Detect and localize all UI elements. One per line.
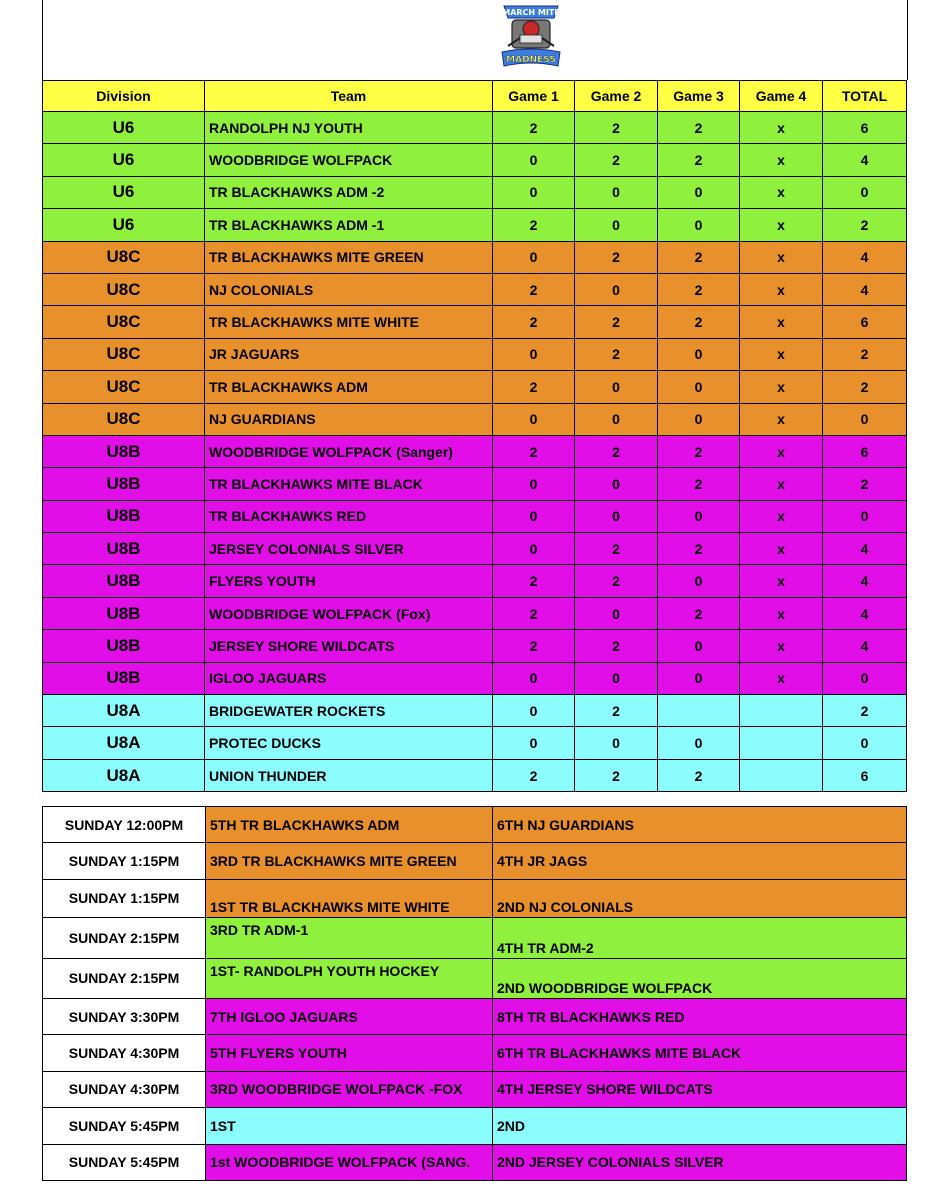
- total-cell: 2: [823, 468, 907, 500]
- division-cell: U8A: [43, 695, 205, 727]
- team-cell: JR JAGUARS: [205, 338, 493, 370]
- team-cell: PROTEC DUCKS: [205, 727, 493, 759]
- game1-cell: 2: [493, 759, 575, 791]
- home-team: 7TH IGLOO JAGUARS: [206, 998, 493, 1034]
- team-cell: BRIDGEWATER ROCKETS: [205, 695, 493, 727]
- division-cell: U8B: [43, 533, 205, 565]
- total-cell: 4: [823, 144, 907, 176]
- game2-cell: 2: [575, 306, 658, 338]
- team-cell: TR BLACKHAWKS RED: [205, 500, 493, 532]
- game4-cell: x: [740, 241, 823, 273]
- away-team: 6TH NJ GUARDIANS: [493, 807, 907, 843]
- home-team: 1ST: [206, 1108, 493, 1144]
- game4-cell: x: [740, 533, 823, 565]
- table-row: [43, 403, 907, 435]
- total-cell: 2: [823, 695, 907, 727]
- division-cell: U8C: [43, 403, 205, 435]
- away-team: 2ND WOODBRIDGE WOLFPACK: [493, 958, 907, 998]
- game4-cell: x: [740, 371, 823, 403]
- game3-cell: 0: [658, 727, 740, 759]
- total-cell: 0: [823, 403, 907, 435]
- game4-cell: x: [740, 306, 823, 338]
- team-cell: RANDOLPH NJ YOUTH: [205, 112, 493, 144]
- game3-cell: 2: [658, 306, 740, 338]
- total-cell: 6: [823, 112, 907, 144]
- game3-cell: 2: [658, 144, 740, 176]
- table-row: [43, 597, 907, 629]
- standings-header-row: [43, 81, 907, 112]
- division-cell: U6: [43, 144, 205, 176]
- division-cell: U8B: [43, 565, 205, 597]
- game3-cell: 0: [658, 403, 740, 435]
- table-row: [43, 273, 907, 305]
- total-cell: 6: [823, 306, 907, 338]
- table-row: [43, 371, 907, 403]
- division-cell: U8B: [43, 500, 205, 532]
- game2-cell: 0: [575, 662, 658, 694]
- total-cell: 2: [823, 338, 907, 370]
- division-cell: U8A: [43, 727, 205, 759]
- table-row: [43, 209, 907, 241]
- away-team: 2ND NJ COLONIALS: [493, 879, 907, 917]
- standings-table: [42, 80, 907, 792]
- game4-cell: x: [740, 338, 823, 370]
- home-team: 1ST TR BLACKHAWKS MITE WHITE: [206, 879, 493, 917]
- table-row: [43, 727, 907, 759]
- game2-cell: 0: [575, 403, 658, 435]
- game3-cell: 2: [658, 533, 740, 565]
- game1-cell: 2: [493, 306, 575, 338]
- game3-cell: 0: [658, 630, 740, 662]
- game3-cell: 0: [658, 565, 740, 597]
- total-cell: 4: [823, 241, 907, 273]
- division-cell: U8B: [43, 597, 205, 629]
- column-header: Game 4: [740, 81, 823, 112]
- team-cell: NJ COLONIALS: [205, 273, 493, 305]
- division-cell: U6: [43, 112, 205, 144]
- game-time: SUNDAY 1:15PM: [43, 843, 206, 879]
- division-cell: U6: [43, 176, 205, 208]
- game4-cell: x: [740, 273, 823, 305]
- game-time: SUNDAY 4:30PM: [43, 1071, 206, 1107]
- team-cell: NJ GUARDIANS: [205, 403, 493, 435]
- game2-cell: 2: [575, 241, 658, 273]
- game2-cell: 0: [575, 176, 658, 208]
- home-team: 5TH FLYERS YOUTH: [206, 1035, 493, 1071]
- logo-line2: MADNESS: [506, 55, 556, 65]
- game-time: SUNDAY 3:30PM: [43, 998, 206, 1034]
- column-header: Game 1: [493, 81, 575, 112]
- home-team: 3RD TR BLACKHAWKS MITE GREEN: [206, 843, 493, 879]
- total-cell: 4: [823, 630, 907, 662]
- game1-cell: 0: [493, 468, 575, 500]
- team-cell: WOODBRIDGE WOLFPACK: [205, 144, 493, 176]
- game4-cell: x: [740, 209, 823, 241]
- hockey-logo-icon: [498, 2, 564, 70]
- game3-cell: 2: [658, 273, 740, 305]
- team-cell: WOODBRIDGE WOLFPACK (Sanger): [205, 435, 493, 467]
- game1-cell: 2: [493, 565, 575, 597]
- away-team: 4TH JERSEY SHORE WILDCATS: [493, 1071, 907, 1107]
- table-row: [43, 435, 907, 467]
- column-header: Game 2: [575, 81, 658, 112]
- game4-cell: x: [740, 662, 823, 694]
- total-cell: 0: [823, 176, 907, 208]
- column-header: Game 3: [658, 81, 740, 112]
- division-cell: U8C: [43, 306, 205, 338]
- home-team: 3RD TR ADM-1: [206, 918, 493, 958]
- game3-cell: 2: [658, 597, 740, 629]
- total-cell: 4: [823, 565, 907, 597]
- game1-cell: 0: [493, 338, 575, 370]
- schedule-row: [43, 843, 907, 879]
- total-cell: 0: [823, 662, 907, 694]
- game4-cell: x: [740, 468, 823, 500]
- column-header: Team: [205, 81, 493, 112]
- game1-cell: 0: [493, 662, 575, 694]
- game2-cell: 2: [575, 435, 658, 467]
- schedule-row: [43, 1108, 907, 1144]
- away-team: 4TH TR ADM-2: [493, 918, 907, 958]
- team-cell: TR BLACKHAWKS ADM -1: [205, 209, 493, 241]
- game2-cell: 2: [575, 338, 658, 370]
- column-header: Division: [43, 81, 205, 112]
- team-cell: JERSEY SHORE WILDCATS: [205, 630, 493, 662]
- table-row: [43, 630, 907, 662]
- schedule-row: [43, 879, 907, 917]
- game1-cell: 0: [493, 144, 575, 176]
- table-row: [43, 500, 907, 532]
- team-cell: JERSEY COLONIALS SILVER: [205, 533, 493, 565]
- game1-cell: 2: [493, 435, 575, 467]
- away-team: 2ND JERSEY COLONIALS SILVER: [493, 1144, 907, 1180]
- table-row: [43, 241, 907, 273]
- game2-cell: 0: [575, 273, 658, 305]
- column-header: TOTAL: [823, 81, 907, 112]
- game2-cell: 2: [575, 112, 658, 144]
- game2-cell: 2: [575, 144, 658, 176]
- game4-cell: x: [740, 403, 823, 435]
- schedule-table: [42, 806, 907, 1181]
- table-row: [43, 144, 907, 176]
- game3-cell: [658, 695, 740, 727]
- division-cell: U8C: [43, 273, 205, 305]
- total-cell: 0: [823, 727, 907, 759]
- game-time: SUNDAY 2:15PM: [43, 918, 206, 958]
- game1-cell: 2: [493, 630, 575, 662]
- total-cell: 0: [823, 500, 907, 532]
- game3-cell: 0: [658, 338, 740, 370]
- game1-cell: 2: [493, 597, 575, 629]
- game1-cell: 0: [493, 695, 575, 727]
- team-cell: WOODBRIDGE WOLFPACK (Fox): [205, 597, 493, 629]
- schedule-row: [43, 918, 907, 958]
- division-cell: U8C: [43, 241, 205, 273]
- game2-cell: 2: [575, 759, 658, 791]
- game2-cell: 2: [575, 533, 658, 565]
- game-time: SUNDAY 2:15PM: [43, 958, 206, 998]
- home-team: 3RD WOODBRIDGE WOLFPACK -FOX: [206, 1071, 493, 1107]
- table-row: [43, 565, 907, 597]
- game3-cell: 2: [658, 468, 740, 500]
- game4-cell: [740, 759, 823, 791]
- total-cell: 4: [823, 533, 907, 565]
- table-row: [43, 695, 907, 727]
- schedule-row: [43, 807, 907, 843]
- game3-cell: 0: [658, 209, 740, 241]
- game4-cell: x: [740, 112, 823, 144]
- schedule-row: [43, 1144, 907, 1180]
- team-cell: TR BLACKHAWKS MITE WHITE: [205, 306, 493, 338]
- table-row: [43, 662, 907, 694]
- team-cell: TR BLACKHAWKS MITE BLACK: [205, 468, 493, 500]
- total-cell: 6: [823, 435, 907, 467]
- game-time: SUNDAY 5:45PM: [43, 1144, 206, 1180]
- division-cell: U8B: [43, 630, 205, 662]
- game1-cell: 2: [493, 112, 575, 144]
- game1-cell: 2: [493, 273, 575, 305]
- total-cell: 4: [823, 597, 907, 629]
- game4-cell: [740, 727, 823, 759]
- game2-cell: 0: [575, 727, 658, 759]
- game4-cell: x: [740, 176, 823, 208]
- division-cell: U8B: [43, 468, 205, 500]
- team-cell: UNION THUNDER: [205, 759, 493, 791]
- game-time: SUNDAY 4:30PM: [43, 1035, 206, 1071]
- game3-cell: 0: [658, 176, 740, 208]
- game4-cell: x: [740, 144, 823, 176]
- game2-cell: 0: [575, 209, 658, 241]
- schedule-row: [43, 958, 907, 998]
- away-team: 4TH JR JAGS: [493, 843, 907, 879]
- home-team: 1st WOODBRIDGE WOLFPACK (SANG.: [206, 1144, 493, 1180]
- game4-cell: x: [740, 435, 823, 467]
- division-cell: U8C: [43, 338, 205, 370]
- schedule-row: [43, 998, 907, 1034]
- table-row: [43, 338, 907, 370]
- home-team: 1ST- RANDOLPH YOUTH HOCKEY: [206, 958, 493, 998]
- game1-cell: 0: [493, 727, 575, 759]
- schedule-row: [43, 1035, 907, 1071]
- game4-cell: [740, 695, 823, 727]
- game3-cell: 0: [658, 500, 740, 532]
- game4-cell: x: [740, 565, 823, 597]
- team-cell: FLYERS YOUTH: [205, 565, 493, 597]
- game3-cell: 2: [658, 112, 740, 144]
- game3-cell: 2: [658, 241, 740, 273]
- game1-cell: 0: [493, 241, 575, 273]
- game2-cell: 0: [575, 500, 658, 532]
- total-cell: 6: [823, 759, 907, 791]
- team-cell: IGLOO JAGUARS: [205, 662, 493, 694]
- game4-cell: x: [740, 597, 823, 629]
- game3-cell: 2: [658, 435, 740, 467]
- game-time: SUNDAY 1:15PM: [43, 879, 206, 917]
- table-row: [43, 533, 907, 565]
- division-cell: U8B: [43, 435, 205, 467]
- game2-cell: 0: [575, 371, 658, 403]
- game3-cell: 0: [658, 371, 740, 403]
- game1-cell: 0: [493, 500, 575, 532]
- schedule-row: [43, 1071, 907, 1107]
- total-cell: 2: [823, 209, 907, 241]
- division-cell: U8C: [43, 371, 205, 403]
- away-team: 6TH TR BLACKHAWKS MITE BLACK: [493, 1035, 907, 1071]
- division-cell: U6: [43, 209, 205, 241]
- game1-cell: 0: [493, 176, 575, 208]
- game3-cell: 0: [658, 662, 740, 694]
- home-team: 5TH TR BLACKHAWKS ADM: [206, 807, 493, 843]
- game2-cell: 2: [575, 565, 658, 597]
- division-cell: U8B: [43, 662, 205, 694]
- game1-cell: 0: [493, 533, 575, 565]
- game2-cell: 0: [575, 597, 658, 629]
- total-cell: 4: [823, 273, 907, 305]
- header-area: [42, 0, 908, 80]
- team-cell: TR BLACKHAWKS ADM -2: [205, 176, 493, 208]
- division-cell: U8A: [43, 759, 205, 791]
- team-cell: TR BLACKHAWKS ADM: [205, 371, 493, 403]
- team-cell: TR BLACKHAWKS MITE GREEN: [205, 241, 493, 273]
- game-time: SUNDAY 12:00PM: [43, 807, 206, 843]
- game2-cell: 2: [575, 630, 658, 662]
- total-cell: 2: [823, 371, 907, 403]
- table-row: [43, 112, 907, 144]
- table-row: [43, 759, 907, 791]
- game2-cell: 0: [575, 468, 658, 500]
- table-row: [43, 176, 907, 208]
- table-row: [43, 468, 907, 500]
- game3-cell: 2: [658, 759, 740, 791]
- game4-cell: x: [740, 500, 823, 532]
- game1-cell: 2: [493, 371, 575, 403]
- game1-cell: 0: [493, 403, 575, 435]
- away-team: 8TH TR BLACKHAWKS RED: [493, 998, 907, 1034]
- game-time: SUNDAY 5:45PM: [43, 1108, 206, 1144]
- game1-cell: 2: [493, 209, 575, 241]
- game4-cell: x: [740, 630, 823, 662]
- table-row: [43, 306, 907, 338]
- away-team: 2ND: [493, 1108, 907, 1144]
- logo-line1: MARCH MITE: [502, 8, 560, 17]
- game2-cell: 2: [575, 695, 658, 727]
